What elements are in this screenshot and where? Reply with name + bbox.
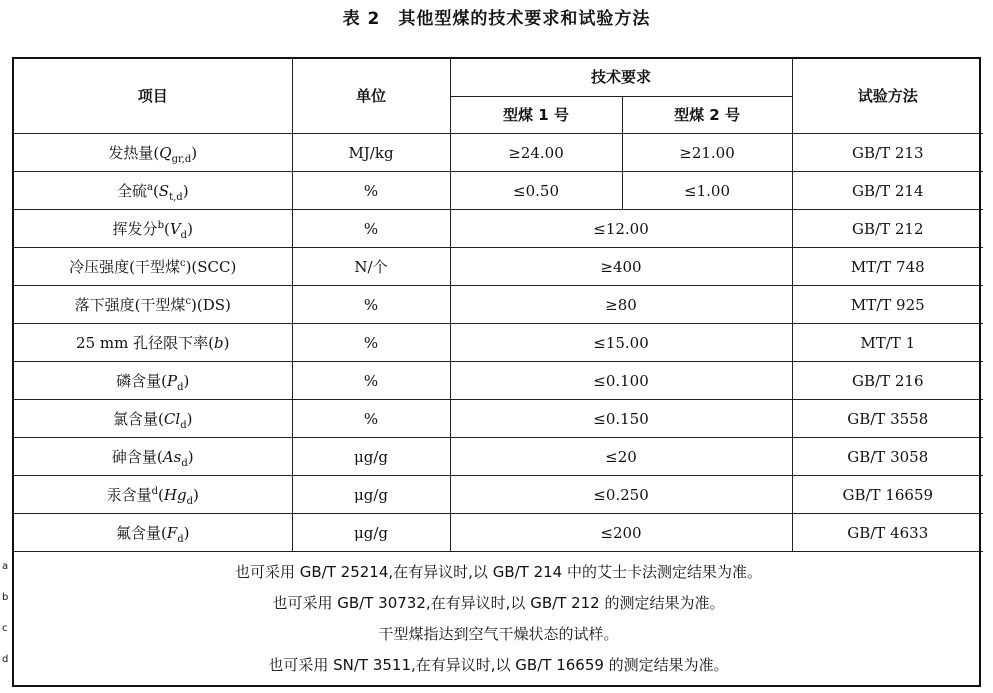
- requirement-cell: ≤200: [450, 514, 792, 552]
- table-row: [14, 248, 983, 286]
- table-row: [14, 438, 983, 476]
- table-row: [14, 172, 983, 210]
- item-cell: 汞含量$^d(Hg_d)$: [14, 476, 292, 514]
- footnote-c: [2, 619, 983, 650]
- header-item: 项目: [14, 59, 292, 134]
- method-cell: GB/T 3058: [792, 438, 983, 476]
- method-cell: GB/T 3558: [792, 400, 983, 438]
- method-cell: GB/T 214: [792, 172, 983, 210]
- item-cell: 发热量$(Q_{gr,d})$: [14, 134, 292, 172]
- type2-cell: ≥21.00: [622, 134, 792, 172]
- method-cell: MT/T 1: [792, 324, 983, 362]
- table-row: [14, 400, 983, 438]
- requirement-cell: ≥80: [450, 286, 792, 324]
- requirement-cell: ≥400: [450, 248, 792, 286]
- unit-cell: %: [292, 362, 450, 400]
- footnote-b: [2, 588, 983, 619]
- header-unit: 单位: [292, 59, 450, 134]
- table-row: [14, 324, 983, 362]
- spec-table: [2, 59, 983, 685]
- item-cell: 氟含量$(F_d)$: [14, 514, 292, 552]
- header-row: [14, 59, 983, 96]
- footnote-mark: c: [2, 622, 8, 634]
- item-cell: 挥发分$^b(V_d)$: [14, 210, 292, 248]
- footnote-text: 也可采用 GB/T 30732,在有异议时,以 GB/T 212 的测定结果为准。: [272, 593, 725, 612]
- requirement-cell: ≤0.250: [450, 476, 792, 514]
- footnote-text: 干型煤指达到空气干燥状态的试样。: [378, 624, 619, 643]
- requirement-cell: ≤15.00: [450, 324, 792, 362]
- unit-cell: μg/g: [292, 438, 450, 476]
- unit-cell: MJ/kg: [292, 134, 450, 172]
- item-cell: 冷压强度(干型煤$^c$)(SCC): [14, 248, 292, 286]
- item-cell: 落下强度(干型煤$^c$)(DS): [14, 286, 292, 324]
- table-title: 表 2 其他型煤的技术要求和试验方法: [342, 9, 651, 29]
- footnote-mark: a: [2, 560, 9, 572]
- table-row: [14, 134, 983, 172]
- table-row: [14, 286, 983, 324]
- footnote-d: [2, 650, 983, 681]
- unit-cell: %: [292, 324, 450, 362]
- item-cell: 磷含量$(P_d)$: [14, 362, 292, 400]
- method-cell: GB/T 216: [792, 362, 983, 400]
- method-cell: GB/T 16659: [792, 476, 983, 514]
- item-cell: 氯含量$(Cl_d)$: [14, 400, 292, 438]
- unit-cell: %: [292, 400, 450, 438]
- requirement-cell: ≤20: [450, 438, 792, 476]
- unit-cell: %: [292, 210, 450, 248]
- item-cell: 25 mm 孔径限下率(b): [14, 324, 292, 362]
- footnote-text: 也可采用 GB/T 25214,在有异议时,以 GB/T 214 中的艾士卡法测定结果为准。: [235, 562, 762, 581]
- header-type2: 型煤 2 号: [622, 96, 792, 133]
- footnotes-row: [14, 552, 983, 685]
- footnote-text: 也可采用 SN/T 3511,在有异议时,以 GB/T 16659 的测定结果为准。: [268, 655, 729, 674]
- unit-cell: %: [292, 172, 450, 210]
- type1-cell: ≥24.00: [450, 134, 622, 172]
- requirement-cell: ≤0.100: [450, 362, 792, 400]
- method-cell: GB/T 212: [792, 210, 983, 248]
- method-cell: MT/T 925: [792, 286, 983, 324]
- method-cell: GB/T 213: [792, 134, 983, 172]
- unit-cell: N/个: [292, 248, 450, 286]
- requirement-cell: ≤12.00: [450, 210, 792, 248]
- footnote-mark: d: [2, 653, 9, 665]
- header-method: 试验方法: [792, 59, 983, 134]
- type2-cell: ≤1.00: [622, 172, 792, 210]
- item-cell: 砷含量$(As_d)$: [14, 438, 292, 476]
- table-row: [14, 476, 983, 514]
- type1-cell: ≤0.50: [450, 172, 622, 210]
- table-row: [14, 514, 983, 552]
- footnote-a: [2, 557, 983, 588]
- item-cell: 全硫$^a(S_{t,d})$: [14, 172, 292, 210]
- table-row: [14, 210, 983, 248]
- footnote-mark: b: [2, 591, 9, 603]
- method-cell: MT/T 748: [792, 248, 983, 286]
- footnotes-cell: [2, 552, 983, 685]
- method-cell: GB/T 4633: [792, 514, 983, 552]
- requirement-cell: ≤0.150: [450, 400, 792, 438]
- header-type1: 型煤 1 号: [450, 96, 622, 133]
- table-row: [14, 362, 983, 400]
- unit-cell: μg/g: [292, 476, 450, 514]
- unit-cell: %: [292, 286, 450, 324]
- unit-cell: μg/g: [292, 514, 450, 552]
- spec-table-frame: [2, 57, 981, 687]
- header-tech-req: 技术要求: [450, 59, 792, 96]
